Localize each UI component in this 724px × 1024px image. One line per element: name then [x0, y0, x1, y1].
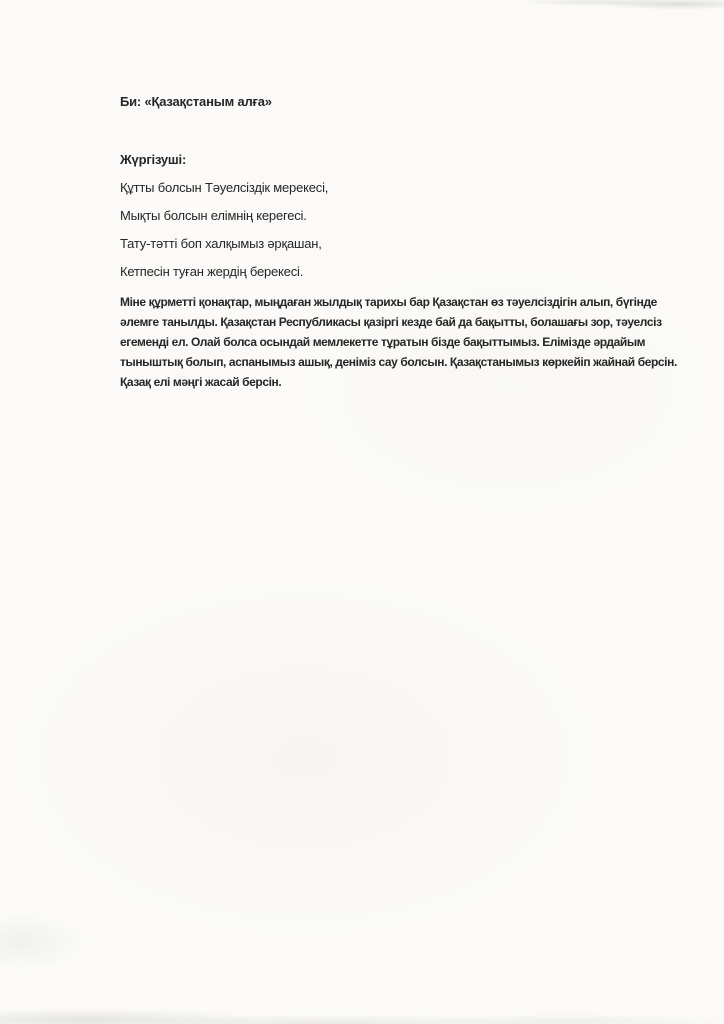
poem-block	[120, 180, 650, 280]
paragraph-line: әлемге танылды. Қазақстан Республикасы қазіргі кезде бай да бақытты, болашағы зор, тәуелсіз	[120, 315, 662, 329]
closing-paragraph	[120, 292, 677, 392]
paragraph-line: Қазақ елі мәңгі жасай берсін.	[120, 375, 282, 389]
paragraph-line: тыныштық болып, аспанымыз ашық, деніміз сау болсын. Қазақстанымыз көркейіп жайнай берсін.	[120, 355, 677, 369]
poem-line: Тату-тәтті боп халқымыз әрқашан,	[120, 236, 322, 251]
paragraph-line: Міне құрметті қонақтар, мыңдаған жылдық тарихы бар Қазақстан өз тәуелсіздігін алып, бүгінде	[120, 295, 657, 309]
poem-line: Кетпесін туған жердің берекесі.	[120, 264, 304, 279]
poem-line: Мықты болсын елімнің керегесі.	[120, 208, 307, 223]
document-title: Би: «Қазақстаным алға»	[120, 94, 272, 109]
poem-line: Құтты болсын Тәуелсіздік мерекесі,	[120, 180, 329, 195]
presenter-label: Жүргізуші:	[120, 152, 187, 167]
document-content	[120, 94, 677, 392]
paragraph-line: егеменді ел. Олай болса осындай мемлекетте тұратын бізде бақыттымыз. Елімізде әрдайым	[120, 335, 646, 349]
